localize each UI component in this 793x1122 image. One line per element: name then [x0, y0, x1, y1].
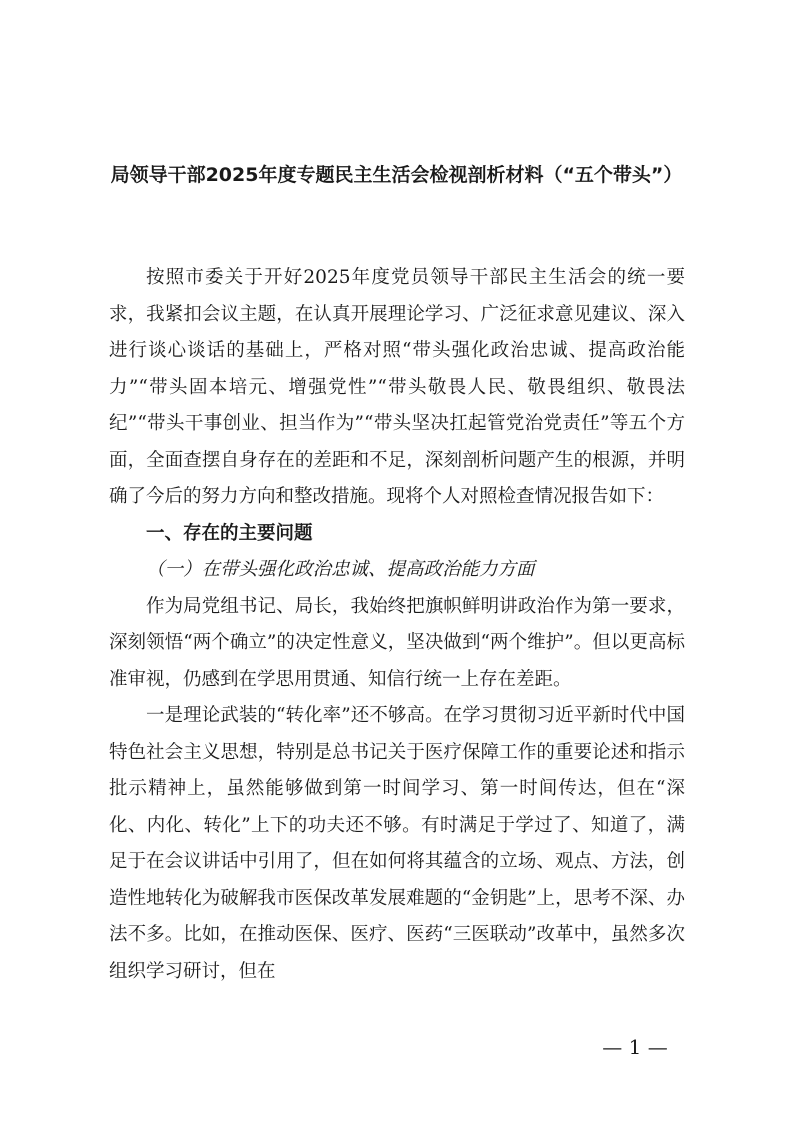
document-body	[109, 260, 685, 990]
section-heading: 一、存在的主要问题	[146, 522, 313, 544]
body-paragraph: 作为局党组书记、局长，我始终把旗帜鲜明讲政治作为第一要求，深刻领悟“两个确立”的决定性意义，坚决做到“两个维护”。但以更高标准审视，仍感到在学思用贯通、知信行统一上存在差距。	[109, 595, 685, 690]
subsection-heading: （一）在带头强化政治忠诚、提高政治能力方面	[146, 559, 535, 580]
intro-paragraph: 按照市委关于开好2025年度党员领导干部民主生活会的统一要求，我紧扣会议主题，在认真开展理论学习、广泛征求意见建议、深入进行谈心谈话的基础上，严格对照“带头强化政治忠诚、提高政治能力”“带头固本培元、增强党性”“带头敬畏人民、敬畏组织、敬畏法纪”“带头干事创业、担当作为”“带头坚决扛起管党治党责任”等五个方面，全面查摆自身存在的差距和不足，深刻剖析问题产生的根源，并明确了今后的努力方向和整改措施。现将个人对照检查情况报告如下：	[109, 267, 685, 507]
document-title: 局领导干部2025年度专题民主生活会检视剖析材料（“五个带头”）	[110, 164, 683, 186]
body-paragraph: 一是理论武装的“转化率”还不够高。在学习贯彻习近平新时代中国特色社会主义思想，特别是总书记关于医疗保障工作的重要论述和指示批示精神上，虽然能够做到第一时间学习、第一时间传达，但在“深化、内化、转化”上下的功夫还不够。有时满足于学过了、知道了，满足于在会议讲话中引用了，但在如何将其蕴含的立场、观点、方法，创造性地转化为破解我市医保改革发展难题的“金钥匙”上，思考不深、办法不多。比如，在推动医保、医疗、医药“三医联动”改革中，虽然多次组织学习研讨，但在	[109, 705, 685, 982]
page-number: — 1 —	[602, 1035, 668, 1059]
